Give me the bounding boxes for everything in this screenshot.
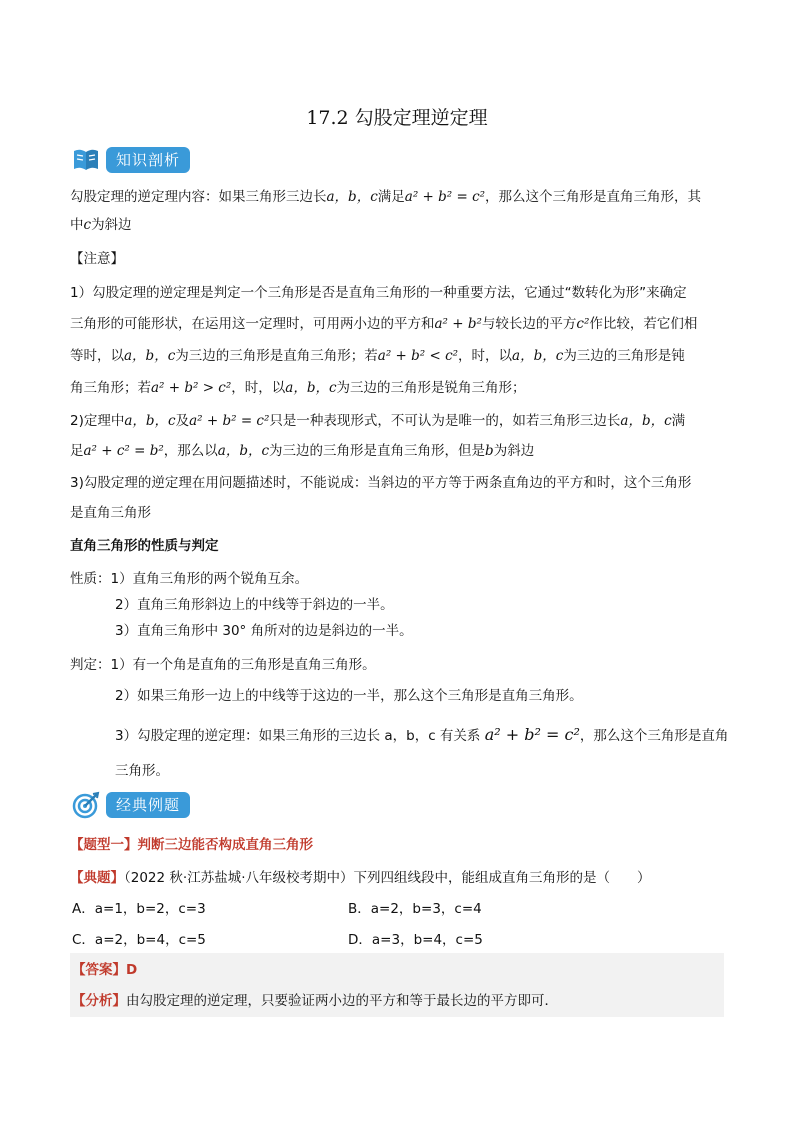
judge-2: 2）如果三角形一边上的中线等于这边的一半，那么这个三角形是直角三角形。	[115, 688, 583, 704]
note-1-line-1: 1）勾股定理的逆定理是判定一个三角形是否是直角三角形的一种重要方法，它通过“数转化为形”来确定	[70, 285, 687, 301]
analysis-row: 【分析】由勾股定理的逆定理，只要验证两小边的平方和等于最长边的平方即可．	[72, 993, 558, 1009]
target-icon	[72, 791, 100, 819]
option-d: D．a=3，b=4，c=5	[348, 932, 483, 948]
judge-3: 3）勾股定理的逆定理：如果三角形的三边长 a，b，c 有关系 a² + b² = c²，那么这个三角形是直角	[115, 725, 729, 744]
notice-heading: 【注意】	[70, 251, 124, 267]
judge-1: 判定：1）有一个角是直角的三角形是直角三角形。	[70, 657, 376, 673]
answer-row: 【答案】D	[72, 962, 138, 978]
note-2-line-2: 足a² + c² = b²，那么以a，b，c为三边的三角形是直角三角形，但是b为斜边	[70, 443, 535, 459]
properties-heading: 直角三角形的性质与判定	[70, 538, 219, 554]
intro-line-2: 中c为斜边	[70, 217, 132, 233]
section-banner-examples	[72, 790, 190, 820]
note-1-line-2: 三角形的可能形状，在运用这一定理时，可用两小边的平方和a² + b²与较长边的平方c²作比较，若它们相	[70, 316, 698, 332]
note-2-line-1: 2)定理中a，b，c及a² + b² = c²只是一种表现形式，不可认为是唯一的，如若三角形三边长a，b，c满	[70, 413, 686, 429]
property-2: 2）直角三角形斜边上的中线等于斜边的一半。	[115, 597, 394, 613]
option-b: B．a=2，b=3，c=4	[348, 901, 482, 917]
property-3: 3）直角三角形中 30° 角所对的边是斜边的一半。	[115, 623, 413, 639]
section-label: 知识剖析	[106, 147, 190, 173]
note-1-line-3: 等时，以a，b，c为三边的三角形是直角三角形；若a² + b² < c²，时，以a，b，c为三边的三角形是钝	[70, 348, 685, 364]
section-label: 经典例题	[106, 792, 190, 818]
option-a: A．a=1，b=2，c=3	[72, 901, 206, 917]
note-1-line-4: 角三角形；若a² + b² > c²，时，以a，b，c为三边的三角形是锐角三角形；	[70, 380, 526, 396]
section-banner-analysis	[72, 145, 190, 175]
property-1: 性质：1）直角三角形的两个锐角互余。	[70, 571, 309, 587]
answer-box	[70, 953, 724, 1017]
example-question: 【典题】（2022 秋·江苏盐城·八年级校考期中）下列四组线段中，能组成直角三角形的是（ ）	[70, 870, 651, 886]
note-3-line-1: 3)勾股定理的逆定理在用问题描述时，不能说成：当斜边的平方等于两条直角边的平方和时，这个三角形	[70, 475, 692, 491]
judge-3-cont: 三角形。	[115, 763, 169, 779]
option-c: C．a=2，b=4，c=5	[72, 932, 206, 948]
book-icon	[72, 147, 100, 173]
page-title: 17.2 勾股定理逆定理	[306, 107, 488, 129]
note-3-line-2: 是直角三角形	[70, 505, 151, 521]
intro-line-1: 勾股定理的逆定理内容：如果三角形三边长a，b，c满足a² + b² = c²，那么这个三角形是直角三角形，其	[70, 189, 702, 205]
question-type-heading: 【题型一】判断三边能否构成直角三角形	[70, 837, 313, 853]
